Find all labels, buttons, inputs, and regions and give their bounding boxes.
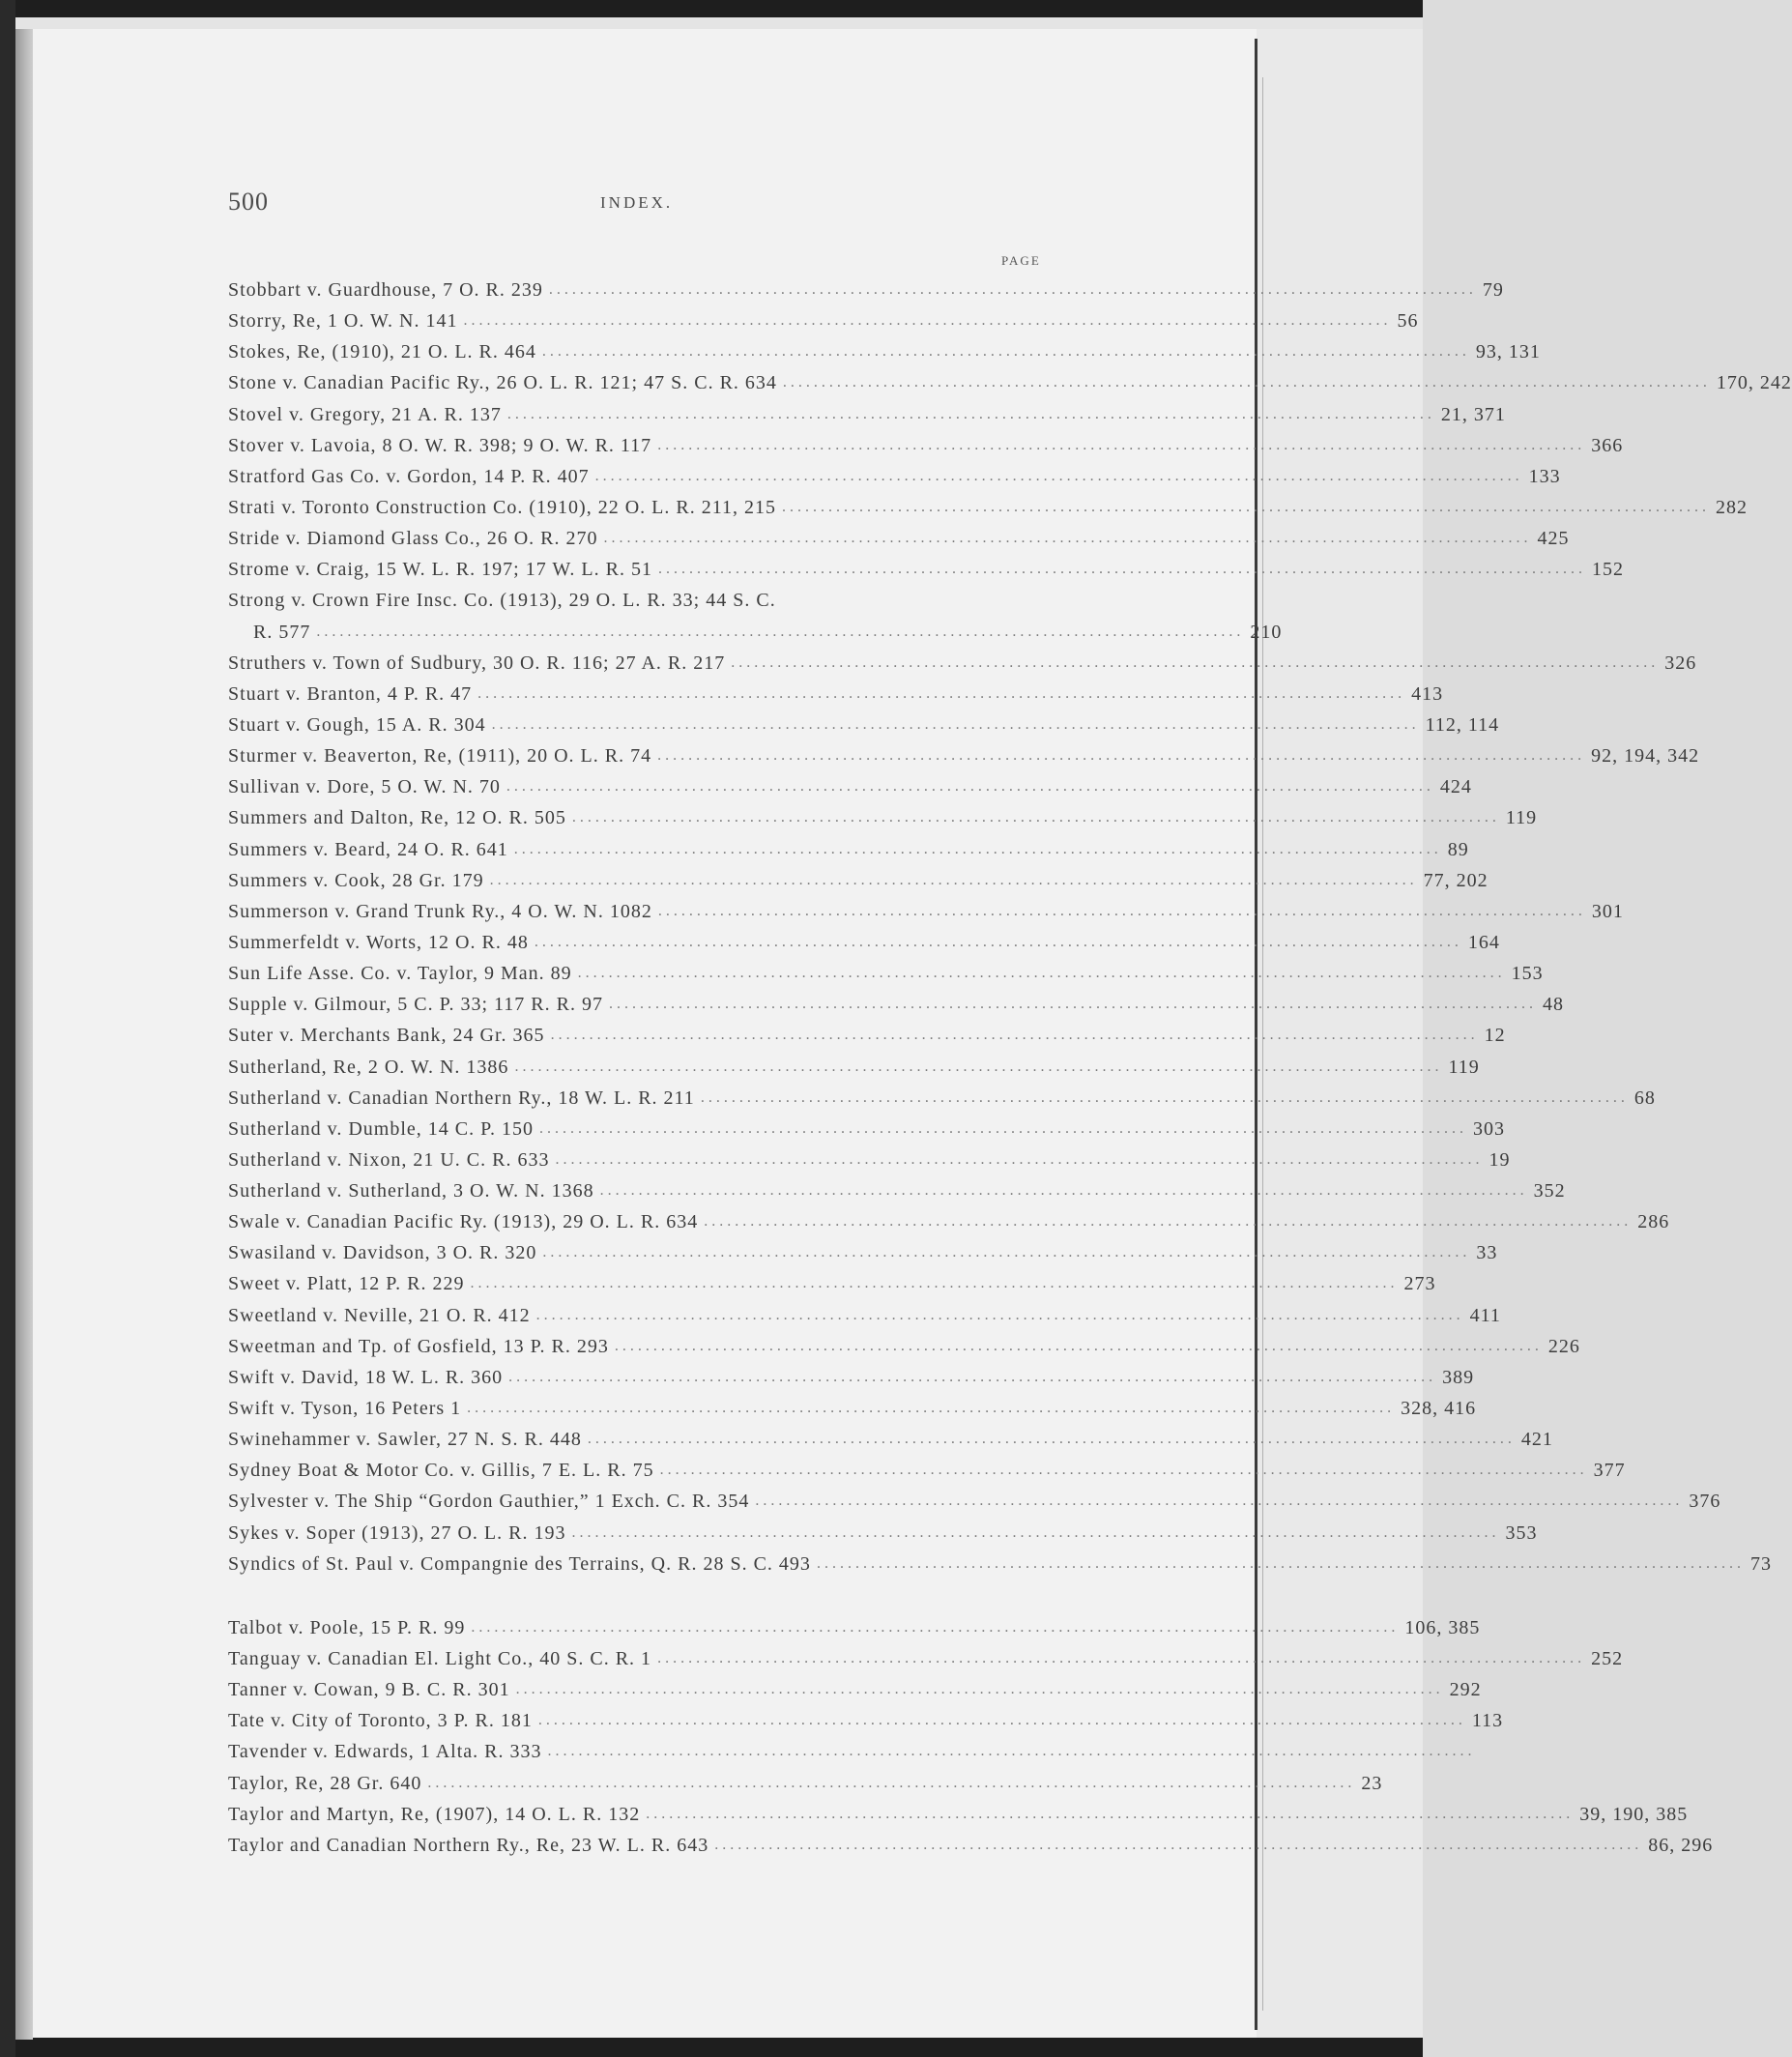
dot-leader: ........................................................................................................................: [657, 1650, 1586, 1667]
dot-leader: ........................................................................................................................: [515, 1681, 1444, 1698]
dot-leader: ........................................................................................................................: [506, 778, 1434, 796]
entry-page-refs: 326: [1664, 652, 1697, 674]
index-entry: [228, 648, 1697, 679]
entry-page-refs: 79: [1482, 278, 1504, 301]
entry-case-name: Stratford Gas Co. v. Gordon, 14 P. R. 407: [228, 465, 590, 487]
dot-leader: ........................................................................................................................: [781, 498, 1710, 515]
dot-leader: ........................................................................................................................: [491, 715, 1420, 733]
entry-case-name: Strome v. Craig, 15 W. L. R. 197; 17 W. L. R. 51: [228, 559, 652, 581]
entry-case-name: Strong v. Crown Fire Insc. Co. (1913), 29 O. L. R. 33; 44 S. C.: [228, 590, 776, 612]
entry-page-refs: 252: [1591, 1648, 1624, 1670]
entry-page-refs: 92, 194, 342: [1591, 745, 1700, 768]
dot-leader: ........................................................................................................................: [508, 1368, 1437, 1385]
entry-case-name: Supple v. Gilmour, 5 C. P. 33; 117 R. R. 97: [228, 994, 603, 1016]
dot-leader: ........................................................................................................................: [463, 312, 1392, 330]
entry-case-name: Summerfeldt v. Worts, 12 O. R. 48: [228, 931, 529, 953]
dot-leader: ........................................................................................................................: [489, 871, 1418, 888]
scan-edge-left: [0, 0, 15, 2057]
entry-page-refs: 56: [1397, 310, 1419, 333]
entry-case-name: Summers v. Beard, 24 O. R. 641: [228, 838, 508, 860]
entry-page-refs: 286: [1637, 1211, 1670, 1233]
entry-case-name: Sutherland, Re, 2 O. W. N. 1386: [228, 1056, 509, 1078]
index-entry: [228, 710, 1500, 740]
entry-page-refs: 73: [1749, 1552, 1772, 1575]
index-entry: [228, 740, 1700, 771]
entry-case-name: Summers v. Cook, 28 Gr. 179: [228, 869, 484, 891]
index-entry: [228, 461, 1561, 492]
dot-leader: ........................................................................................................................: [542, 1244, 1471, 1261]
index-entry: [228, 1020, 1506, 1051]
entry-case-name: Sylvester v. The Ship “Gordon Gauthier,” 1 Exch. C. R. 354: [228, 1491, 750, 1513]
dot-leader: ........................................................................................................................: [614, 1337, 1543, 1354]
entry-case-name: Tavender v. Edwards, 1 Alta. R. 333: [228, 1741, 542, 1763]
index-entry: [228, 1269, 1436, 1300]
index-entries: [228, 275, 1792, 1861]
dot-leader: ........................................................................................................................: [537, 1712, 1466, 1729]
entry-case-name: Stovel v. Gregory, 21 A. R. 137: [228, 403, 502, 425]
page-column-label: PAGE: [1001, 253, 1041, 268]
entry-page-refs: 413: [1411, 682, 1444, 705]
dot-leader: ........................................................................................................................: [555, 1150, 1484, 1168]
dot-leader: ........................................................................................................................: [541, 343, 1470, 361]
entry-page-refs: 352: [1533, 1180, 1566, 1202]
entry-page-refs: 282: [1715, 496, 1748, 518]
index-entry: [228, 1331, 1580, 1362]
index-entry: [228, 834, 1469, 865]
index-entry: [228, 1799, 1689, 1830]
entry-page-refs: 273: [1403, 1273, 1436, 1295]
page-header: [228, 188, 1050, 220]
entry-page-refs: 421: [1520, 1429, 1553, 1451]
book-spine: [15, 29, 33, 2040]
dot-leader: ........................................................................................................................: [571, 809, 1500, 826]
entry-page-refs: 93, 131: [1475, 341, 1541, 363]
dot-leader: ........................................................................................................................: [704, 1213, 1633, 1231]
dot-leader: ........................................................................................................................: [534, 933, 1462, 950]
index-entry: [228, 336, 1541, 367]
entry-case-name: Sun Life Asse. Co. v. Taylor, 9 Man. 89: [228, 963, 572, 985]
index-entry: [228, 1083, 1656, 1114]
index-entry: [228, 1736, 1476, 1767]
entry-page-refs: 23: [1361, 1772, 1383, 1794]
entry-page-refs: 376: [1689, 1491, 1721, 1513]
index-entry: [228, 927, 1500, 958]
index-entry: [228, 305, 1419, 336]
entry-case-name: Sykes v. Soper (1913), 27 O. L. R. 193: [228, 1521, 566, 1544]
dot-leader: ........................................................................................................................: [514, 1057, 1443, 1075]
index-entry: [228, 1518, 1538, 1549]
entry-case-name: Sullivan v. Dore, 5 O. W. N. 70: [228, 776, 501, 798]
entry-page-refs: 411: [1469, 1304, 1501, 1326]
entry-case-name: Sutherland v. Sutherland, 3 O. W. N. 1368: [228, 1180, 594, 1202]
index-entry: [228, 430, 1624, 461]
index-entry: [228, 896, 1624, 927]
dot-leader: ........................................................................................................................: [577, 965, 1506, 982]
dot-leader: ........................................................................................................................: [550, 1027, 1479, 1044]
entry-page-refs: 389: [1442, 1366, 1475, 1388]
entry-case-name: Stuart v. Gough, 15 A. R. 304: [228, 713, 486, 736]
index-entry: [228, 1175, 1566, 1206]
entry-case-name: Taylor and Canadian Northern Ry., Re, 23 W. L. R. 643: [228, 1834, 709, 1856]
index-entry: [228, 1674, 1482, 1705]
dot-leader: ........................................................................................................................: [782, 374, 1711, 391]
section-gap: [228, 1579, 1052, 1612]
entry-case-name: Summers and Dalton, Re, 12 O. R. 505: [228, 807, 566, 829]
index-entry: [228, 1114, 1506, 1144]
index-entry: [228, 1362, 1475, 1393]
index-entry: [228, 492, 1748, 523]
entry-page-refs: 12: [1484, 1025, 1506, 1047]
entry-case-name: Sutherland v. Nixon, 21 U. C. R. 633: [228, 1148, 550, 1171]
dot-leader: ........................................................................................................................: [659, 1462, 1588, 1479]
entry-case-name: Struthers v. Town of Sudbury, 30 O. R. 116; 27 A. R. 217: [228, 652, 726, 674]
dot-leader: ........................................................................................................................: [471, 1618, 1400, 1636]
dot-leader: ........................................................................................................................: [470, 1275, 1399, 1292]
dot-leader: ........................................................................................................................: [646, 1805, 1575, 1822]
index-entry: [228, 1300, 1501, 1331]
index-entry: [228, 1424, 1553, 1455]
dot-leader: ........................................................................................................................: [657, 902, 1586, 919]
dot-leader: ........................................................................................................................: [548, 280, 1477, 298]
entry-case-name: Tate v. City of Toronto, 3 P. R. 181: [228, 1710, 533, 1732]
page-number: 500: [228, 188, 269, 216]
index-entry: [228, 679, 1444, 710]
index-entry: [228, 617, 1283, 648]
dot-leader: ........................................................................................................................: [608, 996, 1537, 1013]
index-entry: [228, 1206, 1670, 1237]
entry-page-refs: 226: [1547, 1335, 1580, 1357]
entry-page-refs: 106, 385: [1404, 1616, 1481, 1638]
dot-leader: ........................................................................................................................: [467, 1400, 1396, 1417]
index-entry: [228, 554, 1624, 585]
entry-case-name: Syndics of St. Paul v. Compangnie des Terrains, Q. R. 28 S. C. 493: [228, 1552, 811, 1575]
entry-case-name: Stobbart v. Guardhouse, 7 O. R. 239: [228, 278, 543, 301]
entry-case-name: Sweetland v. Neville, 21 O. R. 412: [228, 1304, 531, 1326]
dot-leader: ........................................................................................................................: [755, 1492, 1684, 1510]
dot-leader: ........................................................................................................................: [539, 1119, 1468, 1137]
entry-case-name: Tanner v. Cowan, 9 B. C. R. 301: [228, 1679, 510, 1701]
index-entry: [228, 1052, 1480, 1083]
entry-page-refs: 301: [1591, 900, 1624, 922]
entry-case-name: Taylor, Re, 28 Gr. 640: [228, 1772, 422, 1794]
dot-leader: ........................................................................................................................: [657, 561, 1586, 578]
dot-leader: ........................................................................................................................: [571, 1523, 1500, 1541]
entry-page-refs: 133: [1528, 465, 1561, 487]
index-entry: [228, 1549, 1772, 1579]
index-entry: [228, 865, 1489, 896]
scan-edge-top: [0, 0, 1423, 17]
dot-leader: ........................................................................................................................: [657, 747, 1586, 765]
entry-case-name: Stone v. Canadian Pacific Ry., 26 O. L. R. 121; 47 S. C. R. 634: [228, 372, 777, 394]
index-entry: [228, 1455, 1626, 1486]
dot-leader: ........................................................................................................................: [594, 467, 1523, 484]
entry-page-refs: 210: [1250, 621, 1283, 643]
dot-leader: ........................................................................................................................: [714, 1836, 1643, 1853]
index-entry: [228, 523, 1570, 554]
entry-page-refs: 33: [1476, 1242, 1498, 1264]
dot-leader: ........................................................................................................................: [603, 530, 1532, 547]
dot-leader: ........................................................................................................................: [700, 1088, 1629, 1106]
entry-case-name: Strati v. Toronto Construction Co. (1910), 22 O. L. R. 211, 215: [228, 496, 776, 518]
entry-case-name: Swasiland v. Davidson, 3 O. R. 320: [228, 1242, 537, 1264]
entry-page-refs: 353: [1505, 1521, 1538, 1544]
dot-leader: ........................................................................................................................: [599, 1182, 1528, 1200]
dot-leader: ........................................................................................................................: [657, 436, 1586, 453]
entry-page-refs: 164: [1467, 931, 1500, 953]
entry-page-refs: 19: [1489, 1148, 1511, 1171]
entry-page-refs: 48: [1542, 994, 1564, 1016]
entry-page-refs: 112, 114: [1425, 713, 1500, 736]
entry-case-name: Sydney Boat & Motor Co. v. Gillis, 7 E. L. R. 75: [228, 1460, 654, 1482]
entry-page-refs: 86, 296: [1648, 1834, 1714, 1856]
index-entry: [228, 1768, 1383, 1799]
entry-case-name: R. 577: [253, 621, 311, 643]
entry-page-refs: 113: [1471, 1710, 1504, 1732]
dot-leader: ........................................................................................................................: [513, 840, 1442, 857]
dot-leader: ........................................................................................................................: [427, 1774, 1356, 1791]
dot-leader: ........................................................................................................................: [816, 1554, 1745, 1572]
entry-case-name: Swift v. David, 18 W. L. R. 360: [228, 1366, 504, 1388]
entry-page-refs: 425: [1537, 528, 1570, 550]
entry-page-refs: 328, 416: [1401, 1398, 1477, 1420]
entry-page-refs: 119: [1448, 1056, 1480, 1078]
entry-case-name: Sturmer v. Beaverton, Re, (1911), 20 O. L. R. 74: [228, 745, 652, 768]
entry-case-name: Sutherland v. Dumble, 14 C. P. 150: [228, 1117, 535, 1140]
running-title: INDEX.: [600, 193, 674, 212]
entry-page-refs: 153: [1511, 963, 1544, 985]
entry-case-name: Sutherland v. Canadian Northern Ry., 18 W. L. R. 211: [228, 1086, 695, 1109]
dot-leader: ........................................................................................................................: [316, 623, 1245, 640]
index-entry: [228, 399, 1506, 430]
index-entry: [228, 1643, 1624, 1674]
index-entry: [228, 1705, 1504, 1736]
entry-case-name: Swinehammer v. Sawler, 27 N. S. R. 448: [228, 1429, 582, 1451]
entry-page-refs: 377: [1593, 1460, 1626, 1482]
index-entry: [228, 1144, 1511, 1175]
index-entry: [228, 275, 1504, 305]
entry-case-name: Summerson v. Grand Trunk Ry., 4 O. W. N. 1082: [228, 900, 652, 922]
entry-case-name: Swale v. Canadian Pacific Ry. (1913), 29 O. L. R. 634: [228, 1211, 699, 1233]
entry-page-refs: 68: [1633, 1086, 1656, 1109]
entry-case-name: Swift v. Tyson, 16 Peters 1: [228, 1398, 462, 1420]
entry-page-refs: 152: [1591, 559, 1624, 581]
entry-page-refs: 21, 371: [1440, 403, 1506, 425]
entry-page-refs: 77, 202: [1423, 869, 1489, 891]
entry-page-refs: 170, 242: [1716, 372, 1792, 394]
dot-leader: ........................................................................................................................: [477, 684, 1406, 702]
dot-leader: ........................................................................................................................: [731, 653, 1660, 671]
index-entry: [228, 958, 1544, 989]
index-entry: [228, 1393, 1477, 1424]
dot-leader: ........................................................................................................................: [587, 1431, 1516, 1448]
index-entry: [228, 771, 1472, 802]
entry-case-name: Sweetman and Tp. of Gosfield, 13 P. R. 293: [228, 1335, 609, 1357]
entry-case-name: Talbot v. Poole, 15 P. R. 99: [228, 1616, 466, 1638]
entry-case-name: Suter v. Merchants Bank, 24 Gr. 365: [228, 1025, 545, 1047]
entry-page-refs: 89: [1447, 838, 1469, 860]
index-entry: [228, 802, 1538, 833]
entry-page-refs: 292: [1449, 1679, 1482, 1701]
entry-case-name: Taylor and Martyn, Re, (1907), 14 O. L. R. 132: [228, 1803, 641, 1825]
entry-page-refs: 303: [1473, 1117, 1506, 1140]
index-entry: [228, 989, 1564, 1020]
index-entry: [228, 585, 1052, 616]
index-entry: [228, 367, 1792, 398]
entry-case-name: Storry, Re, 1 O. W. N. 141: [228, 310, 458, 333]
dot-leader: ........................................................................................................................: [506, 405, 1435, 422]
entry-page-refs: 424: [1439, 776, 1472, 798]
entry-page-refs: 119: [1505, 807, 1538, 829]
entry-case-name: Stride v. Diamond Glass Co., 26 O. R. 270: [228, 528, 598, 550]
dot-leader: ........................................................................................................................: [535, 1306, 1464, 1323]
index-entry: [228, 1237, 1498, 1268]
scan-edge-bottom: [0, 2038, 1423, 2057]
entry-page-refs: 39, 190, 385: [1579, 1803, 1689, 1825]
index-entry: [228, 1612, 1481, 1643]
index-entry: [228, 1830, 1714, 1861]
entry-case-name: Sweet v. Platt, 12 P. R. 229: [228, 1273, 465, 1295]
index-entry: [228, 1486, 1721, 1517]
entry-case-name: Tanguay v. Canadian El. Light Co., 40 S. C. R. 1: [228, 1648, 652, 1670]
dot-leader: ........................................................................................................................: [547, 1743, 1476, 1760]
entry-case-name: Stuart v. Branton, 4 P. R. 47: [228, 682, 473, 705]
entry-case-name: Stover v. Lavoia, 8 O. W. R. 398; 9 O. W. R. 117: [228, 434, 652, 456]
entry-case-name: Stokes, Re, (1910), 21 O. L. R. 464: [228, 341, 536, 363]
entry-page-refs: 366: [1591, 434, 1624, 456]
